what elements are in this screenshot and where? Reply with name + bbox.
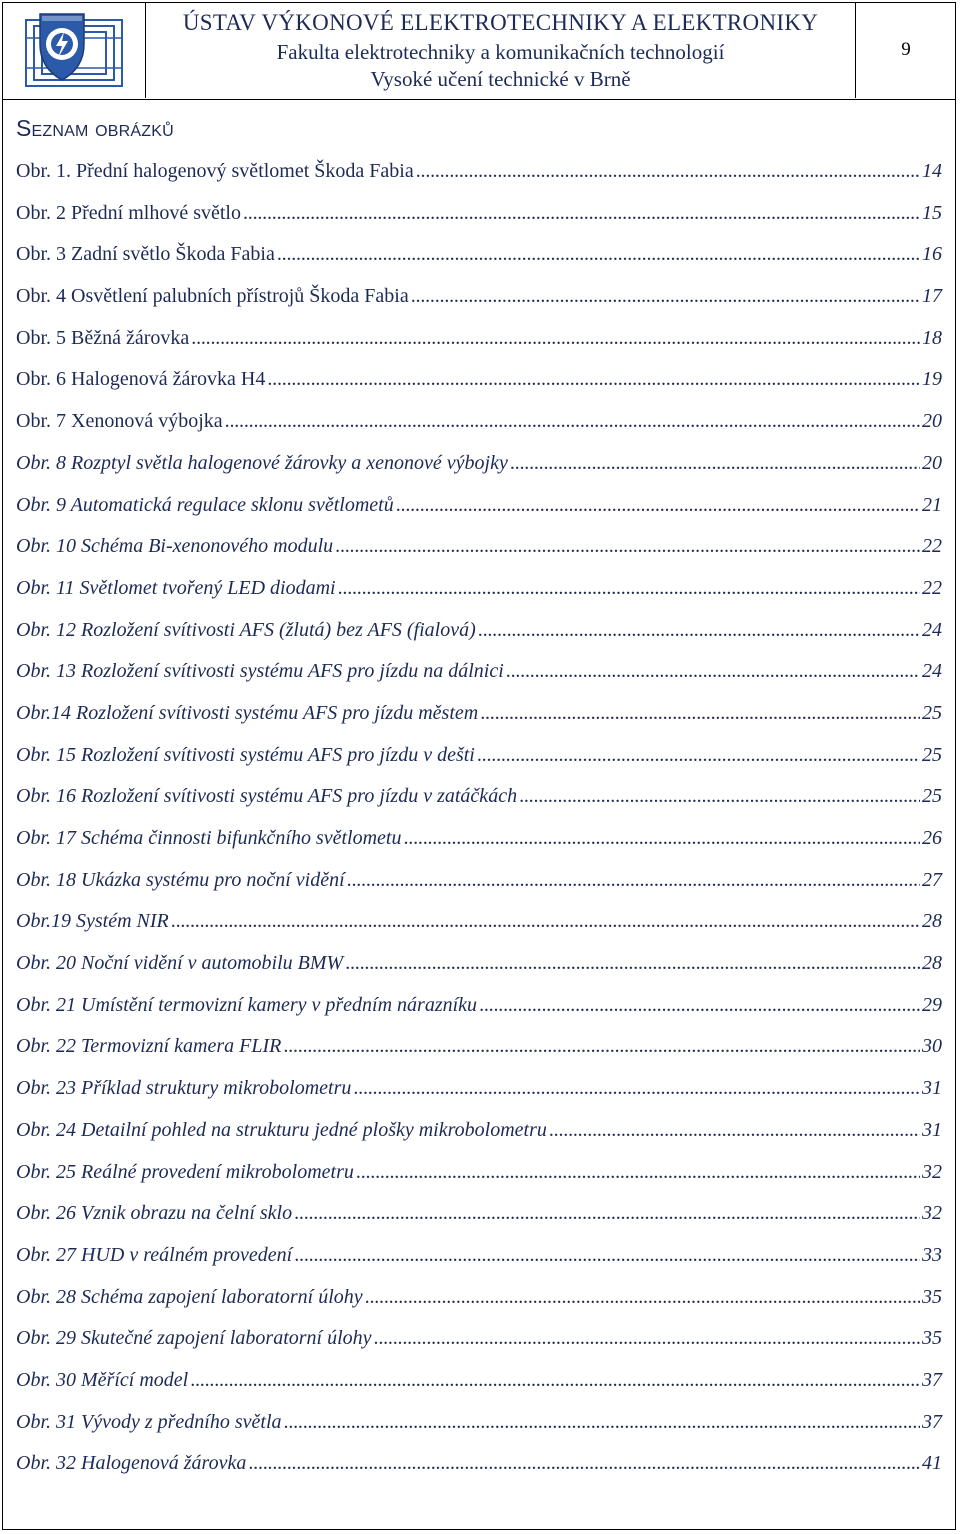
figure-entry-label: Obr. 9 Automatická regulace sklonu světlometů: [16, 493, 394, 516]
faculty-name: Fakulta elektrotechniky a komunikačních technologií: [276, 40, 725, 64]
figure-entry-page: 29: [922, 993, 942, 1016]
figure-entry-page: 14: [922, 160, 942, 182]
figure-entry-page: 20: [922, 451, 942, 474]
figure-entry-label: Obr. 2 Přední mlhové světlo: [16, 201, 241, 224]
figure-entry-label: Obr. 28 Schéma zapojení laboratorní úlohy: [16, 1285, 363, 1308]
figure-entry-page: 24: [922, 618, 942, 641]
dot-leader: [267, 368, 920, 391]
figure-entry[interactable]: [16, 577, 942, 619]
figure-entry[interactable]: [16, 285, 942, 327]
figure-entry-page: 15: [922, 201, 942, 224]
university-name: Vysoké učení technické v Brně: [370, 67, 631, 91]
figure-entry-label: Obr. 7 Xenonová výbojka: [16, 410, 223, 433]
figure-entry-page: 28: [922, 952, 942, 975]
figure-entry-label: Obr. 17 Schéma činnosti bifunkčního světlometu: [16, 827, 402, 849]
figure-entry-label: Obr. 18 Ukázka systému pro noční vidění: [16, 868, 345, 891]
figure-entry-page: 37: [922, 1368, 942, 1391]
figure-entry[interactable]: [16, 1202, 942, 1244]
figure-entry-page: 35: [922, 1327, 942, 1350]
figure-entry-label: Obr. 27 HUD v reálném provedení: [16, 1243, 293, 1266]
dot-leader: [283, 1035, 920, 1058]
figure-entry-label: Obr. 10 Schéma Bi-xenonového modulu: [16, 535, 334, 558]
figure-entry-label: Obr. 26 Vznik obrazu na čelní sklo: [16, 1202, 293, 1225]
section-title: Seznam obrázků: [16, 115, 174, 141]
figure-entry[interactable]: [16, 1077, 942, 1119]
figure-entry[interactable]: [16, 827, 942, 869]
dot-leader: [277, 243, 920, 266]
dot-leader: [248, 1452, 920, 1475]
figure-entry[interactable]: [16, 160, 942, 202]
figure-entry[interactable]: [16, 1161, 942, 1203]
figure-entry-label: Obr. 31 Vývody z předního světla: [16, 1410, 282, 1433]
figure-entry-page: 27: [922, 868, 942, 891]
figure-entry[interactable]: [16, 994, 942, 1036]
figure-entry-page: 26: [922, 827, 942, 849]
dot-leader: [477, 744, 920, 767]
dot-leader: [294, 1202, 920, 1225]
figure-entry-page: 28: [922, 910, 942, 933]
figure-entry-page: 35: [922, 1285, 942, 1308]
figure-entry-label: Obr. 8 Rozptyl světla halogenové žárovky a xenonové výbojky: [16, 451, 508, 474]
figure-entry-label: Obr. 11 Světlomet tvořený LED diodami: [16, 576, 336, 599]
institute-title: [146, 2, 856, 98]
figure-entry-label: Obr. 32 Halogenová žárovka: [16, 1452, 247, 1475]
figure-entry-label: Obr. 5 Běžná žárovka: [16, 326, 190, 349]
figure-entry-label: Obr. 1. Přední halogenový světlomet Škoda Fabia: [16, 160, 414, 182]
figure-entry-page: 20: [922, 410, 942, 433]
dot-leader: [353, 1077, 920, 1100]
figure-entry-page: 31: [922, 1077, 942, 1100]
figure-entry-page: 37: [922, 1410, 942, 1433]
figure-entry[interactable]: [16, 243, 942, 285]
figure-entry-label: Obr. 30 Měřící model: [16, 1368, 189, 1391]
figure-entry[interactable]: [16, 410, 942, 452]
dot-leader: [416, 160, 920, 183]
figure-entry-page: 19: [922, 368, 942, 391]
figure-entry-label: Obr. 16 Rozložení svítivosti systému AFS pro jízdu v zatáčkách: [16, 785, 518, 808]
figure-entry[interactable]: [16, 452, 942, 494]
dot-leader: [479, 994, 920, 1017]
figure-entry-page: 32: [922, 1160, 942, 1183]
figure-entry-page: 21: [922, 493, 942, 516]
dot-leader: [243, 202, 920, 225]
figure-entry-label: Obr. 22 Termovizní kamera FLIR: [16, 1035, 282, 1058]
figure-entry[interactable]: [16, 619, 942, 661]
figure-entry[interactable]: [16, 368, 942, 410]
figure-entry-label: Obr. 15 Rozložení svítivosti systému AFS pro jízdu v dešti: [16, 743, 475, 766]
figure-entry-label: Obr. 6 Halogenová žárovka H4: [16, 368, 266, 391]
institute-name: ÚSTAV VÝKONOVÉ ELEKTROTECHNIKY A ELEKTRONIKY: [182, 10, 819, 35]
figure-entry-label: Obr. 20 Noční vidění v automobilu BMW: [16, 952, 344, 975]
figure-entry-label: Obr. 13 Rozložení svítivosti systému AFS pro jízdu na dálnici: [16, 660, 504, 683]
dot-leader: [191, 327, 920, 350]
dot-leader: [225, 410, 920, 433]
figure-entry-page: 22: [922, 535, 942, 558]
figure-entry[interactable]: [16, 660, 942, 702]
dot-leader: [519, 785, 920, 808]
figure-entry-label: Obr. 12 Rozložení svítivosti AFS (žlutá) bez AFS (fialová): [16, 618, 476, 641]
figure-entry[interactable]: [16, 952, 942, 994]
dot-leader: [284, 1411, 920, 1434]
figure-entry-page: 41: [922, 1452, 942, 1475]
page-header: [2, 2, 956, 100]
figure-entry-page: 24: [922, 660, 942, 683]
figure-entry[interactable]: [16, 702, 942, 744]
figure-entry-label: Obr. 21 Umístění termovizní kamery v předním nárazníku: [16, 993, 478, 1016]
figure-entry-label: Obr.19 Systém NIR: [16, 910, 169, 933]
figure-entry[interactable]: [16, 1411, 942, 1453]
dot-leader: [411, 285, 920, 308]
figure-entry[interactable]: [16, 1244, 942, 1286]
dot-leader: [190, 1369, 920, 1392]
figure-entry[interactable]: [16, 910, 942, 952]
dot-leader: [345, 952, 920, 975]
figure-entry-page: 25: [922, 701, 942, 724]
dot-leader: [294, 1244, 920, 1267]
dot-leader: [347, 869, 920, 892]
figure-entry-page: 18: [922, 326, 942, 349]
figure-list: [16, 160, 942, 1494]
figure-entry-page: 32: [922, 1202, 942, 1225]
figure-entry-label: Obr. 3 Zadní světlo Škoda Fabia: [16, 243, 275, 266]
dot-leader: [478, 619, 920, 642]
logo-cell: [2, 2, 146, 98]
figure-entry[interactable]: [16, 744, 942, 786]
figure-entry[interactable]: [16, 1327, 942, 1369]
dot-leader: [404, 827, 921, 850]
figure-entry-page: 16: [922, 243, 942, 266]
dot-leader: [549, 1119, 920, 1142]
figure-entry[interactable]: [16, 1286, 942, 1328]
dot-leader: [506, 660, 920, 683]
figure-entry[interactable]: [16, 785, 942, 827]
figure-entry[interactable]: [16, 1035, 942, 1077]
figure-entry[interactable]: [16, 202, 942, 244]
figure-entry-label: Obr. 23 Příklad struktury mikrobolometru: [16, 1077, 352, 1100]
figure-entry-page: 17: [922, 285, 942, 308]
dot-leader: [335, 535, 920, 558]
institute-logo-icon: [12, 8, 136, 92]
figure-entry[interactable]: [16, 535, 942, 577]
figure-entry[interactable]: [16, 1119, 942, 1161]
dot-leader: [480, 702, 920, 725]
figure-entry-label: Obr.14 Rozložení svítivosti systému AFS pro jízdu městem: [16, 701, 479, 724]
figure-entry-page: 33: [922, 1243, 942, 1266]
figure-entry-label: Obr. 4 Osvětlení palubních přístrojů Škoda Fabia: [16, 285, 409, 308]
figure-entry[interactable]: [16, 1452, 942, 1494]
dot-leader: [510, 452, 920, 475]
dot-leader: [338, 577, 920, 600]
figure-entry-label: Obr. 29 Skutečné zapojení laboratorní úlohy: [16, 1327, 372, 1350]
figure-entry-page: 25: [922, 785, 942, 808]
figure-entry-page: 25: [922, 743, 942, 766]
page-number: 9: [901, 39, 911, 60]
dot-leader: [374, 1327, 920, 1350]
dot-leader: [356, 1161, 920, 1184]
figure-entry[interactable]: [16, 494, 942, 536]
figure-entry-page: 31: [922, 1118, 942, 1141]
dot-leader: [396, 494, 920, 517]
figure-entry[interactable]: [16, 869, 942, 911]
figure-entry-label: Obr. 24 Detailní pohled na strukturu jedné plošky mikrobolometru: [16, 1118, 547, 1141]
figure-entry[interactable]: [16, 327, 942, 369]
dot-leader: [365, 1286, 920, 1309]
dot-leader: [171, 910, 920, 933]
figure-entry-label: Obr. 25 Reálné provedení mikrobolometru: [16, 1160, 354, 1183]
figure-entry-page: 22: [922, 576, 942, 599]
figure-entry[interactable]: [16, 1369, 942, 1411]
figure-entry-page: 30: [922, 1035, 942, 1058]
